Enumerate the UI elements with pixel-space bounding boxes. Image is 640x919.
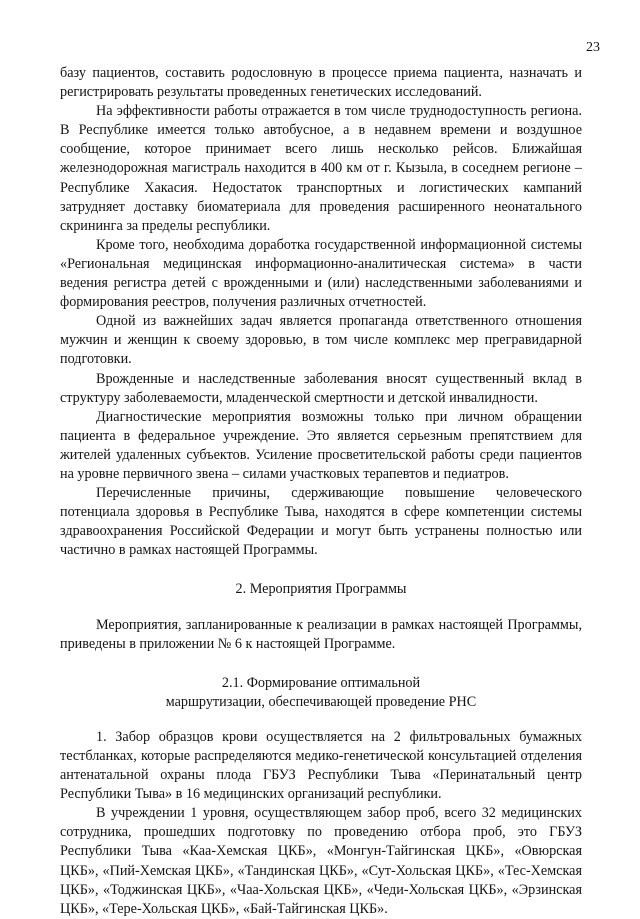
- paragraph-continuation: базу пациентов, составить родословную в процессе приема пациента, назначать и регистрировать результаты проведенных генетических исследований.: [60, 65, 582, 101]
- subsection-heading-line-1: 2.1. Формирование оптимальной: [221, 674, 421, 691]
- page-number: 23: [586, 40, 600, 55]
- paragraph-diagnostics: Диагностические мероприятия возможны только при личном обращении пациента в федеральное учреждение. Это является серьезным препятствием для жителей удаленных субъектов. Усиление просветительской работы среди пациентов на уровне первичного звена – силами участковых терапевтов и педиатров.: [60, 408, 582, 482]
- paragraph-health-promotion: Одной из важнейших задач является пропаганда ответственного отношения мужчин и женщин к своему здоровью, в том числе комплекс мер прегравидарной подготовки.: [60, 313, 582, 368]
- section-heading: 2. Мероприятия Программы: [235, 581, 407, 598]
- paragraph-hereditary-diseases: Врожденные и наследственные заболевания вносят существенный вклад в структуру заболеваемости, младенческой смертности и детской инвалидности.: [60, 370, 582, 406]
- paragraph-section-intro: Мероприятия, запланированные к реализации в рамках настоящей Программы, приведены в приложении № 6 к настоящей Программе.: [60, 616, 582, 652]
- subsection-heading: [60, 674, 582, 712]
- paragraph-level-one-institutions: В учреждении 1 уровня, осуществляющем забор проб, всего 32 медицинских сотрудника, прошедших подготовку по проведению отбора проб, это ГБУЗ Республики Тыва «Каа-Хемская ЦКБ», «Монгун-Тайгинская ЦКБ», «Овюрская ЦКБ», «Пий-Хемская ЦКБ», «Тандинская ЦКБ», «Сут-Хольская ЦКБ», «Тес-Хемская ЦКБ», «Тоджинская ЦКБ», «Чаа-Хольская ЦКБ», «Чеди-Хольская ЦКБ», «Эрзинская ЦКБ», «Тере-Хольская ЦКБ», «Бай-Тайгинская ЦКБ».: [60, 805, 582, 917]
- subsection-heading-line-2: маршрутизации, обеспечивающей проведение РНС: [165, 693, 477, 710]
- paragraph-accessibility: На эффективности работы отражается в том числе труднодоступность региона. В Республике имеется только автобусное, а в недавнем времени и воздушное сообщение, которое принимает всего лишь несколько рейсов. Ближайшая железнодорожная магистраль находится в 400 км от г. Кызыла, в соседнем регионе – Республике Хакасия. Недостаток транспортных и логистических кампаний затрудняет доставку биоматериала для проведения расширенного неонатального скрининга за пределы республики.: [60, 103, 582, 234]
- paragraph-blood-sampling: 1. Забор образцов крови осуществляется на 2 фильтровальных бумажных тестбланках, которые распределяются медико-генетической консультацией отделения антенатальной охраны плода ГБУЗ Республики Тыва «Перинатальный центр Республики Тыва» в 16 медицинских организаций республики.: [60, 728, 582, 803]
- page-body: [60, 64, 582, 919]
- paragraph-causes: Перечисленные причины, сдерживающие повышение человеческого потенциала здоровья в Республике Тыва, находятся в сфере компетенции системы здравоохранения Российской Федерации и могут быть устранены полностью или частично в рамках настоящей Программы.: [60, 485, 582, 559]
- paragraph-information-system: Кроме того, необходима доработка государственной информационной системы «Региональная медицинская информационно-аналитическая система» в части ведения регистра детей с врожденными и (или) наследственными заболеваниями и формирования реестров, получения различных отчетностей.: [60, 236, 582, 311]
